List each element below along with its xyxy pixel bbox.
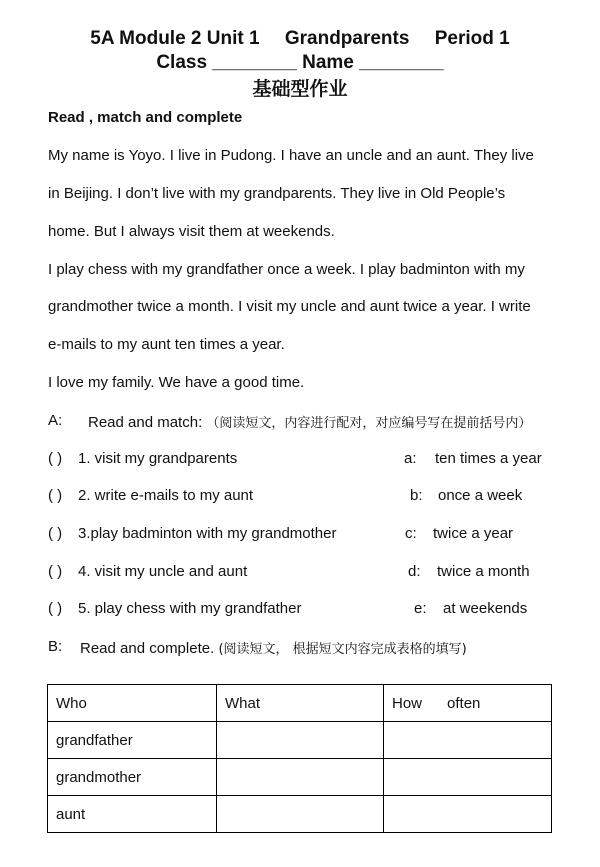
match-item: 4. visit my uncle and aunt — [78, 563, 248, 580]
section-b-title-text: Read and complete. — [80, 640, 215, 657]
option-text: at weekends — [443, 600, 528, 617]
section-b-cn: (阅读短文， 根据短文内容完成表格的填写) — [218, 642, 467, 657]
option-text: twice a month — [437, 563, 530, 580]
passage-line: I play chess with my grandfather once a week. I play badminton with my — [48, 261, 525, 278]
chinese-title: 基础型作业 — [252, 78, 348, 100]
section-a-title — [88, 412, 531, 431]
option-letter: b: — [410, 487, 423, 504]
answer-blank[interactable]: ( ) — [48, 525, 63, 542]
match-item: 1. visit my grandparents — [78, 450, 238, 467]
match-item: 3.play badminton with my grandmother — [78, 525, 337, 542]
answer-blank[interactable]: ( ) — [48, 450, 63, 467]
class-name-line: Class ________ Name ________ — [156, 52, 444, 73]
passage-line: in Beijing. I don’t live with my grandparents. They live in Old People’s — [48, 185, 506, 202]
passage-line: My name is Yoyo. I live in Pudong. I have an uncle and an aunt. They live — [48, 147, 534, 164]
match-item: 2. write e-mails to my aunt — [78, 487, 254, 504]
section-b-label: B: — [48, 638, 63, 655]
what-cell[interactable] — [217, 759, 384, 796]
what-cell[interactable] — [217, 796, 384, 833]
answer-blank[interactable]: ( ) — [48, 487, 63, 504]
option-letter: c: — [405, 525, 417, 542]
option-letter: d: — [408, 563, 421, 580]
passage-line: e-mails to my aunt ten times a year. — [48, 336, 285, 353]
table-row — [48, 759, 552, 796]
what-cell[interactable] — [217, 722, 384, 759]
table-row — [48, 722, 552, 759]
period-title: Period 1 — [434, 28, 510, 49]
row-who: grandmother — [48, 759, 217, 796]
option-letter: e: — [414, 600, 427, 617]
table-row — [48, 796, 552, 833]
title-line — [0, 28, 600, 50]
match-item: 5. play chess with my grandfather — [78, 600, 302, 617]
topic-title: Grandparents — [284, 28, 410, 49]
row-who: grandfather — [48, 722, 217, 759]
section-a-cn: （阅读短文，内容进行配对，对应编号写在提前括号内） — [206, 416, 532, 431]
answer-blank[interactable]: ( ) — [48, 600, 63, 617]
option-text: once a week — [438, 487, 523, 504]
option-letter: a: — [404, 450, 417, 467]
how-often-cell[interactable] — [384, 759, 552, 796]
option-text: twice a year — [433, 525, 514, 542]
passage-line: I love my family. We have a good time. — [48, 374, 305, 391]
unit-title: 5A Module 2 Unit 1 — [90, 28, 260, 49]
section-a-title-text: Read and match: — [88, 414, 203, 431]
how-often-cell[interactable] — [384, 796, 552, 833]
header-how-often: How often — [384, 685, 552, 722]
section-b-title — [80, 638, 467, 657]
header-what: What — [217, 685, 384, 722]
completion-table — [47, 684, 552, 833]
table-header-row — [48, 685, 552, 722]
answer-blank[interactable]: ( ) — [48, 563, 63, 580]
section-a-label: A: — [48, 412, 63, 429]
how-often-cell[interactable] — [384, 722, 552, 759]
header-who: Who — [48, 685, 217, 722]
option-text: ten times a year — [435, 450, 542, 467]
passage-line: grandmother twice a month. I visit my uncle and aunt twice a year. I write — [48, 298, 531, 315]
row-who: aunt — [48, 796, 217, 833]
passage-line: home. But I always visit them at weekends. — [48, 223, 335, 240]
instruction: Read , match and complete — [48, 109, 243, 126]
